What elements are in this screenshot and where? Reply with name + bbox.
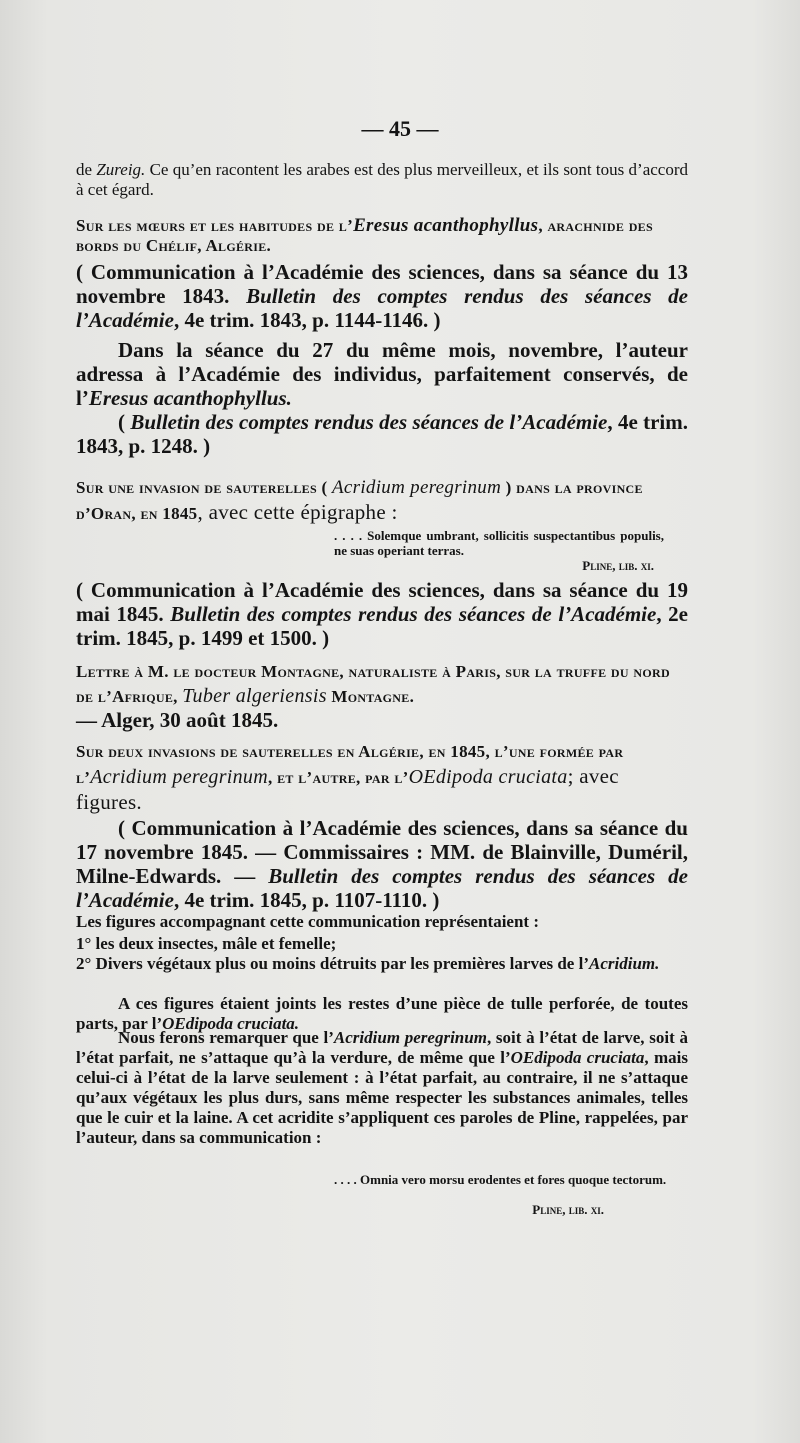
entry4-tulle-paragraph: A ces figures étaient joints les restes d’une pièce de tulle perforée, de toutes parts, par l’OEdipoda cruciata. — [76, 994, 688, 1033]
entry4-figures-intro: Les figures accompagnant cette communication représentaient : — [76, 912, 540, 931]
entry4-figure-2: 2° Divers végétaux plus ou moins détruits par les premières larves de l’Acridium. — [76, 954, 660, 973]
entry1-heading: Sur les mœurs et les habitudes de l’Eresus acanthophyllus, arachnide des bords du Chélif, Algérie. — [76, 215, 653, 255]
entry2-communication: ( Communication à l’Académie des sciences, dans sa séance du 19 mai 1845. Bulletin des comptes rendus des séances de l’Académie, 2e trim. 1845, p. 1499 et 1500. ) — [76, 578, 689, 650]
entry4-quote-source: Pline, lib. xi. — [532, 1202, 604, 1217]
lead-paragraph: de Zureig. Ce qu’en racontent les arabes est des plus merveilleux, et ils sont tous d’accord à cet égard. — [76, 160, 688, 199]
entry1-paragraph: Dans la séance du 27 du même mois, novembre, l’auteur adressa à l’Académie des individus, parfaitement conservés, de l’Eresus acanthophyllus. — [76, 338, 688, 410]
entry1-communication: ( Communication à l’Académie des sciences, dans sa séance du 13 novembre 1843. Bulletin des comptes rendus des séances de l’Académie, 4e trim. 1843, p. 1144-1146. ) — [76, 260, 688, 332]
entry4-remark-paragraph: Nous ferons remarquer que l’Acridium peregrinum, soit à l’état de larve, soit à l’état parfait, ne s’attaque qu’à la verdure, de même que l’OEdipoda cruciata, mais celui-ci à l’état de la larve seulement : à l’état parfait, au contraire, il ne s’attaque qu’aux végétaux les plus durs, sans même respecter les substances animales, telles que le cuir et la laine. A cet acridite s’appliquent ces paroles de Pline, rappelées, par l’auteur, dans sa communication : — [76, 1028, 688, 1147]
entry4-quote: . . . . Omnia vero morsu erodentes et fores quoque tectorum. — [334, 1172, 667, 1187]
entry4-communication: ( Communication à l’Académie des sciences, dans sa séance du 17 novembre 1845. — Commissaires : MM. de Blainville, Duméril, Milne-Edwards. — Bulletin des comptes rendus des séances de l’Académie, 4e trim. 1845, p. 1107-1110. ) — [76, 816, 688, 912]
entry2-epigraph-source: Pline, lib. xi. — [582, 558, 654, 573]
entry2-heading: Sur une invasion de sauterelles ( Acridium peregrinum ) dans la province d’Oran, en 1845, avec cette épigraphe : — [76, 477, 643, 524]
entry4-heading: Sur deux invasions de sauterelles en Algérie, en 1845, l’une formée par l’Acridium peregrinum, et l’autre, par l’OEdipoda cruciata; avec figures. — [76, 742, 624, 814]
entry3-heading: Lettre à M. le docteur Montagne, naturaliste à Paris, sur la truffe du nord de l’Afrique, Tuber algeriensis Montagne. — [76, 662, 670, 707]
entry2-epigraph: . . . . Solemque umbrant, sollicitis suspectantibus populis, ne suas operiant terras. — [334, 528, 664, 558]
page-number: — 45 — — [361, 116, 439, 141]
entry1-reference: ( Bulletin des comptes rendus des séances de l’Académie, 4e trim. 1843, p. 1248. ) — [76, 410, 688, 458]
entry4-figure-1: 1° les deux insectes, mâle et femelle; — [76, 934, 337, 953]
entry3-dateline: — Alger, 30 août 1845. — [76, 708, 279, 732]
